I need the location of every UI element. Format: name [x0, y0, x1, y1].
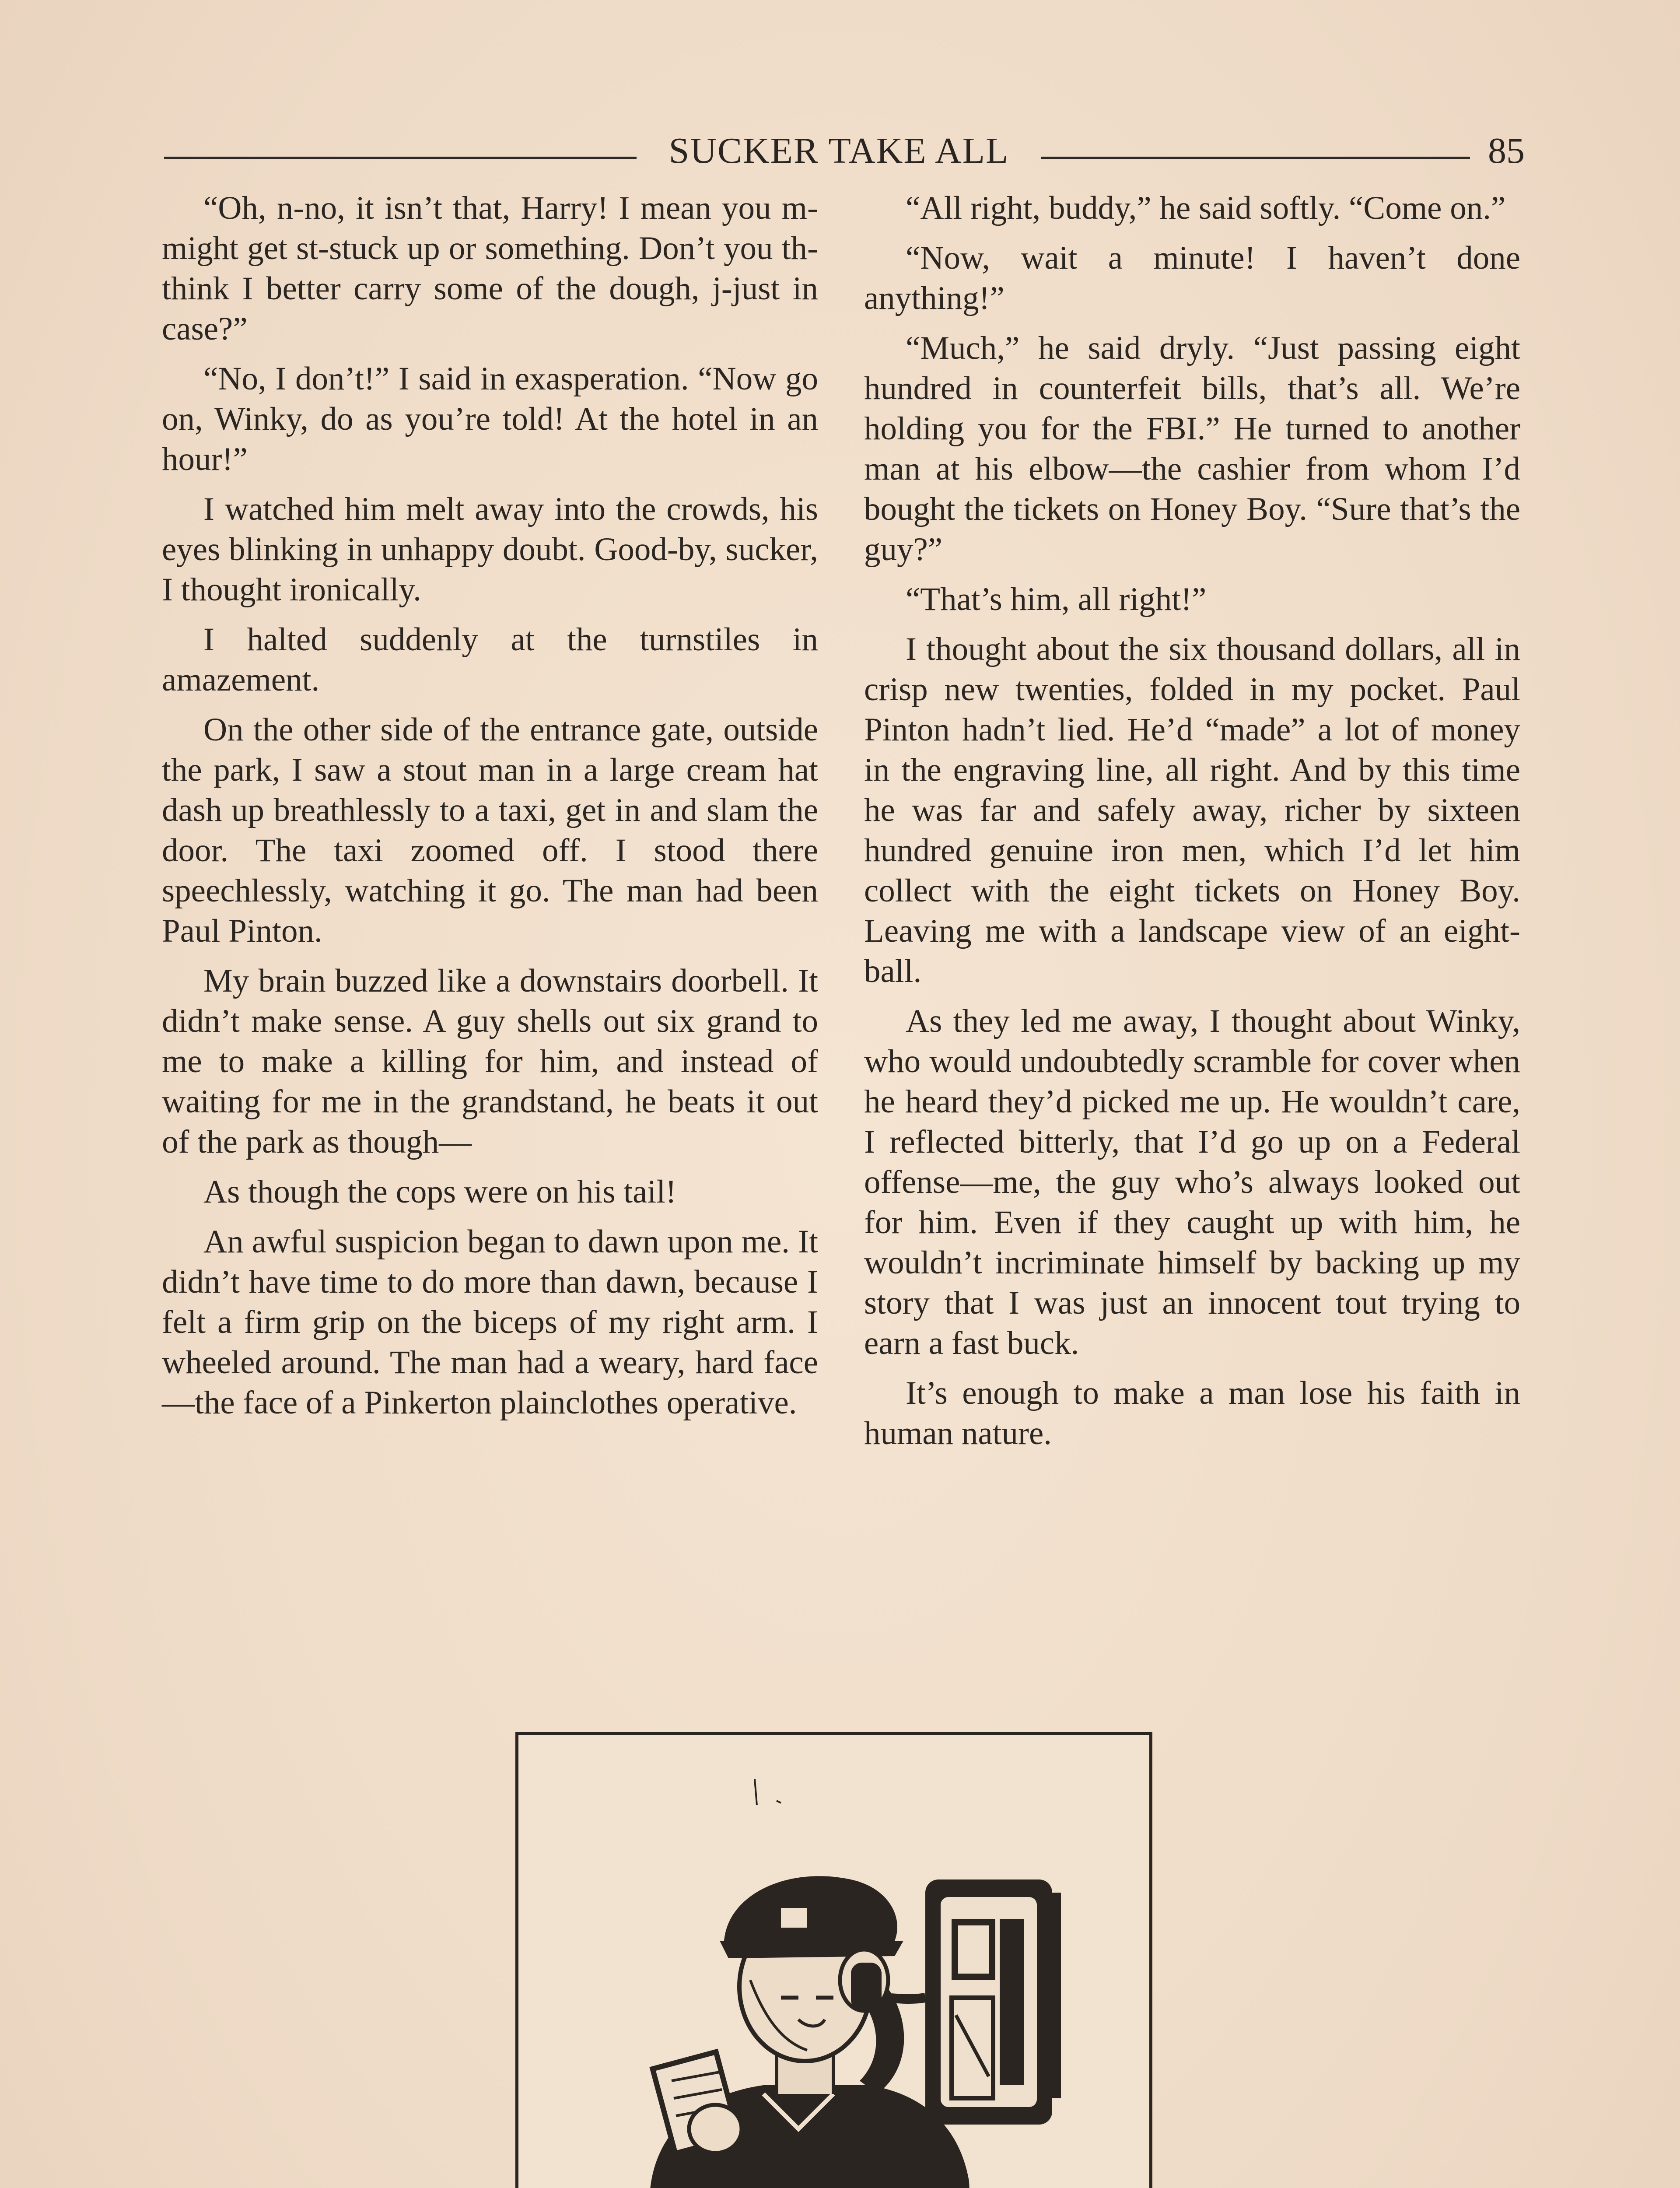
paragraph: It’s enough to make a man lose his faith in human nature. — [864, 1375, 1520, 1452]
running-title: SUCKER TAKE ALL — [668, 130, 1009, 171]
paragraph: “All right, buddy,” he said softly. “Come on.” — [906, 190, 1506, 226]
paragraph: On the other side of the entrance gate, outside the park, I saw a stout man in a large cream hat dash up breathlessly to a taxi, get in and slam the door. The taxi zoomed off. I stood there speechlessly, watching it go. The man had been Paul Pinton. — [162, 712, 818, 949]
paragraph: An awful suspicion began to dawn upon me. It didn’t have time to do more than dawn, because I felt a firm grip on the biceps of my right arm. I wheeled around. The man had a weary, hard face—the face of a Pinkerton plainclothes operative. — [162, 1224, 818, 1421]
paragraph: “Much,” he said dryly. “Just passing eight hundred in counterfeit bills, that’s all. We’re holding you for the FBI.” He turned to another man at his elbow—the cashier from whom I’d bought the tickets on Honey Boy. “Sure that’s the guy?” — [864, 330, 1520, 568]
header-rule-left — [164, 157, 637, 159]
paragraph: As they led me away, I thought about Winky, who would undoubtedly scramble for cover when he heard they’d picked me up. He wouldn’t care, I reflected bitterly, that I’d go up on a Federal offense—me, the guy who’s always looked out for him. Even if they caught up with him, he wouldn’t incriminate himself by backing up my story that I was just an innocent tout trying to earn a fast buck. — [864, 1003, 1520, 1361]
header-rule-right — [1041, 157, 1470, 159]
paragraph: My brain buzzed like a downstairs doorbell. It didn’t make sense. A guy shells out six grand to me to make a killing for him, and instead of waiting for me in the grandstand, he beats it out of the park as though— — [162, 963, 818, 1160]
policeman-callbox-illustration — [515, 1732, 1152, 2188]
paragraph: I thought about the six thousand dollars, all in crisp new twenties, folded in my pocket. Paul Pinton hadn’t lied. He’d “made” a lot of money in the engraving line, all right. And by this time he was far and safely away, richer by sixteen hundred genuine iron men, which I’d let him collect with the eight tickets on Honey Boy. Leaving me with a landscape view of an eight-ball. — [864, 631, 1520, 989]
callbox-icon — [925, 1879, 1061, 2125]
paragraph: “Oh, n-no, it isn’t that, Harry! I mean you m-might get st-stuck up or something. Don’t you th-think I better carry some of the dough, j-just in case?” — [162, 190, 818, 347]
paragraph: As though the cops were on his tail! — [203, 1174, 677, 1210]
paragraph: “No, I don’t!” I said in exasperation. “Now go on, Winky, do as you’re told! At the hotel in an hour!” — [162, 361, 818, 477]
paragraph: I halted suddenly at the turnstiles in amazement. — [162, 621, 818, 698]
paragraph: “That’s him, all right!” — [906, 581, 1207, 617]
text-column-left — [162, 188, 818, 1433]
running-header — [164, 131, 1525, 171]
text-column-right — [864, 188, 1520, 1463]
illustration-drawing — [518, 1735, 1149, 2188]
paragraph: I watched him melt away into the crowds, his eyes blinking in unhappy doubt. Good-by, sucker, I thought ironically. — [162, 491, 818, 608]
page-number: 85 — [1488, 130, 1525, 171]
paragraph: “Now, wait a minute! I haven’t done anything!” — [864, 240, 1520, 316]
